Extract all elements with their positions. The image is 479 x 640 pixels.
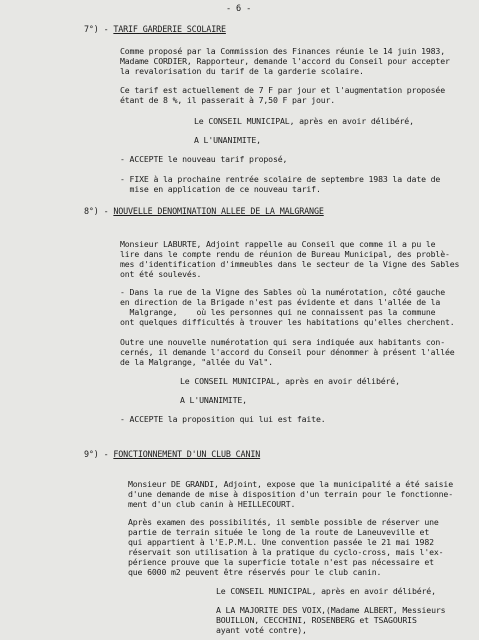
text-line: cernés, il demande l'accord du Conseil pour dénommer à présent l'allée — [120, 347, 455, 357]
text-line: - Dans la rue de la Vigne des Sables où la numérotation, côté gauche — [120, 287, 445, 297]
text-line: réservait son utilisation à la pratique du cyclo-cross, mais l'ex- — [128, 547, 444, 557]
text-line: Après examen des possibilités, il semble possible de réserver une — [128, 517, 439, 527]
section-9-number: 9°) - — [84, 449, 114, 459]
text-line: la revalorisation du tarif de la garderie scolaire. — [120, 66, 364, 76]
section-7-vote: A L'UNANIMITE, — [194, 135, 261, 145]
section-7-number: 7°) - — [84, 24, 114, 34]
section-7-heading — [84, 25, 226, 34]
text-line: d'une demande de mise à disposition d'un terrain pour le fonctionne- — [128, 489, 453, 499]
text-line: BOUILLON, CECCHINI, ROSENBERG et TSAGOURIS — [216, 615, 417, 625]
text-line: ont été soulevés. — [120, 269, 202, 279]
text-line: Ce tarif est actuellement de 7 F par jour et l'augmentation proposée — [120, 85, 445, 95]
section-8-decision: - ACCEPTE la proposition qui lui est faite. — [120, 414, 326, 424]
section-7-decision-1: - ACCEPTE le nouveau tarif proposé, — [120, 154, 288, 164]
page-number: - 6 - — [226, 4, 252, 14]
section-7-title: TARIF GARDERIE SCOLAIRE — [113, 24, 226, 34]
text-line: périence prouve que la superficie totale n'est pas nécessaire et — [128, 557, 434, 567]
text-line: de la Malgrange, "allée du Val". — [120, 357, 273, 367]
section-9-title: FONCTIONNEMENT D'UN CLUB CANIN — [113, 449, 261, 459]
section-9-council-statement: Le CONSEIL MUNICIPAL, après en avoir délibéré, — [216, 586, 436, 596]
section-8-number: 8°) - — [84, 206, 114, 216]
text-line: lire dans le compte rendu de réunion de Bureau Municipal, des problè- — [120, 249, 450, 259]
section-8-council-statement: Le CONSEIL MUNICIPAL, après en avoir délibéré, — [180, 376, 400, 386]
section-8-heading — [84, 207, 324, 216]
text-line: que 6000 m2 peuvent être réservés pour le club canin. — [128, 567, 382, 577]
text-line: partie de terrain située le long de la route de Laneuveville et — [128, 527, 430, 537]
text-line: mes d'identification d'immeubles dans le secteur de la Vigne des Sables — [120, 259, 460, 269]
text-line: Madame CORDIER, Rapporteur, demande l'accord du Conseil pour accepter — [120, 56, 450, 66]
text-line: Monsieur DE GRANDI, Adjoint, expose que la municipalité a été saisie — [128, 479, 453, 489]
text-line: Comme proposé par la Commission des Finances réunie le 14 juin 1983, — [120, 46, 445, 56]
section-9-heading — [84, 450, 260, 459]
text-line: en direction de la Brigade n'est pas évidente et dans l'allée de la — [120, 297, 441, 307]
section-7-council-statement: Le CONSEIL MUNICIPAL, après en avoir délibéré, — [194, 116, 414, 126]
text-line: étant de 8 %, il passerait à 7,50 F par jour. — [120, 95, 336, 105]
text-line: Monsieur LABURTE, Adjoint rappelle au Conseil que comme il a pu le — [120, 239, 436, 249]
text-line: mise en application de ce nouveau tarif. — [120, 184, 321, 194]
section-8-title: NOUVELLE DENOMINATION ALLEE DE LA MALGRANGE — [113, 206, 324, 216]
text-line: - FIXE à la prochaine rentrée scolaire de septembre 1983 la date de — [120, 174, 441, 184]
text-line: Outre une nouvelle numérotation qui sera indiquée aux habitants con- — [120, 337, 445, 347]
text-line: ont quelques difficultés à trouver les habitations qu'elles cherchent. — [120, 317, 455, 327]
section-8-vote: A L'UNANIMITE, — [180, 395, 247, 405]
text-line: qui appartient à l'E.P.M.L. Une convention passée le 21 mai 1982 — [128, 537, 434, 547]
text-line: ayant voté contre), — [216, 625, 307, 635]
text-line: A LA MAJORITE DES VOIX,(Madame ALBERT, Messieurs — [216, 605, 446, 615]
text-line: Malgrange, où les personnes qui ne connaissent pas la commune — [120, 307, 436, 317]
text-line: ment d'un club canin à HEILLECOURT. — [128, 499, 296, 509]
